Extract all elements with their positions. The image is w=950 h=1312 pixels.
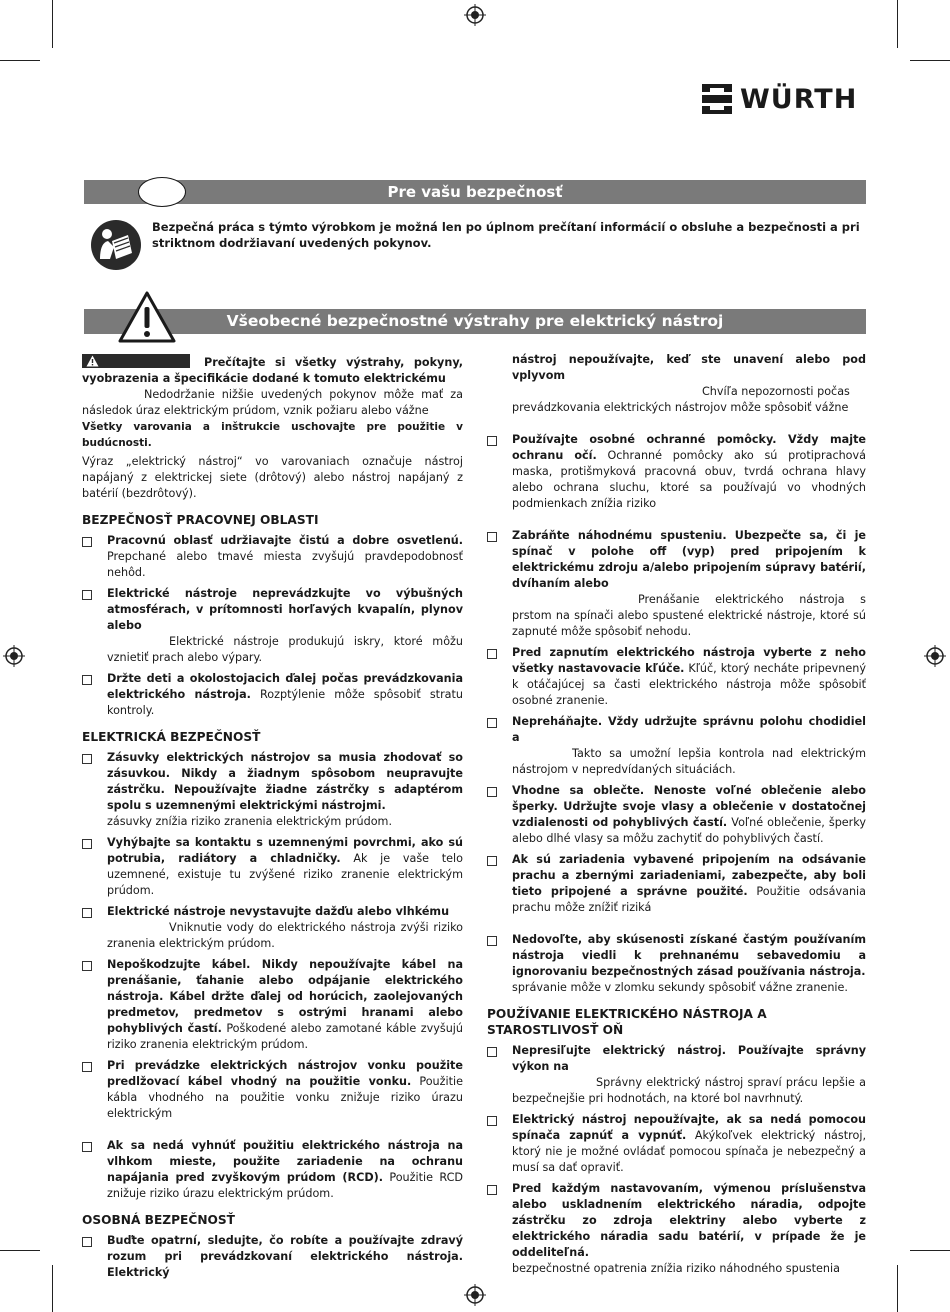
item-text: Použitie odsávania prachu môže znížiť riziká — [512, 885, 867, 914]
spacer — [487, 416, 866, 427]
warning-triangle-icon — [117, 290, 177, 344]
checkbox-icon — [487, 649, 497, 659]
item-text: Akýkoľvek elektrický nástroj, ktorý nie je možné ovládať pomocou spínača je nebezpečný a musí sa dať opraviť. — [512, 1129, 866, 1174]
checkbox-icon — [82, 537, 92, 547]
item-text: bezpečnostné opatrenia znížia riziko náhodného spustenia — [512, 1262, 840, 1275]
item-text: Voľné oblečenie, šperky alebo dlhé vlasy sa môžu zachytiť do pohyblivých častí. — [512, 816, 866, 845]
intro-text: Bezpečná práca s týmto výrobkom je možná len po úplnom prečítaní informácií o obsluhe a bezpečnosti a pri striktnom dodržiavaní uvedených pokynov. — [152, 220, 860, 250]
list-item — [82, 1058, 463, 1122]
list-item — [82, 586, 463, 666]
list-item-continued — [487, 352, 866, 416]
crop-mark — [897, 1265, 898, 1312]
warning-label — [82, 354, 190, 368]
checkbox-icon — [82, 1062, 92, 1072]
checkbox-icon — [487, 1047, 497, 1057]
item-text: zásuvky znížia riziko zranenia elektrickým prúdom. — [107, 815, 393, 828]
list-item — [487, 528, 866, 640]
list-item — [487, 1181, 866, 1277]
read-manual-icon — [90, 219, 142, 271]
item-text: Ochranné pomôcky ako sú protiprachová maska, protišmyková pracovná obuv, tvrdá ochrana hlavy alebo ochrana sluchu, ktoré sa používajú vo vhodných podmienkach znížia riziko — [512, 449, 867, 510]
crop-mark — [897, 0, 898, 48]
item-bold: Nedovoľte, aby skúsenosti získané častým používaním nástroja viedli k prehnanému sebavedomiu a ignorovaniu bezpečnostných zásad používania nástroja. — [512, 933, 866, 978]
checkbox-icon — [487, 532, 497, 542]
list-item — [82, 904, 463, 952]
heading-electrical: ELEKTRICKÁ BEZPEČNOSŤ — [82, 730, 261, 744]
crop-mark — [910, 60, 950, 61]
spacer — [487, 916, 866, 927]
item-text: Kľúč, ktorý necháte pripevnený k otáčajúcej sa časti elektrického nástroja môže spôsobiť osobné zranenie. — [512, 662, 866, 707]
logo-text: WÜRTH — [740, 84, 858, 115]
item-text: Prepchané alebo tmavé miesta zvyšujú pravdepodobnosť nehôd. — [107, 550, 463, 579]
definition-text: Výraz „elektrický nástroj“ vo varovaniach označuje nástroj napájaný z elektrickej siete (drôtový) alebo nástroj napájaný z batérií (bezdrôtový). — [82, 455, 463, 500]
right-column — [487, 352, 866, 1277]
registration-mark-icon — [924, 645, 946, 667]
item-bold: Buďte opatrní, sledujte, čo robíte a používajte zdravý rozum pri prevádzkovaní elektrického nástroja. Elektrický — [107, 1234, 463, 1279]
item-bold: Nepoškodzujte kábel. Nikdy nepoužívajte kábel na prenášanie, ťahanie alebo odpájanie elektrického nástroja. Kábel držte ďalej od horúcich, zaolejovaných predmetov, predmetov s ostrými hranami alebo pohyblivých častí. — [107, 958, 463, 1035]
checkbox-icon — [487, 856, 497, 866]
item-bold: nástroj nepoužívajte, keď ste unavení alebo pod vplyvom — [512, 353, 866, 382]
item-bold: Nepresiľujte elektrický nástroj. Používajte správny výkon na — [512, 1044, 866, 1073]
left-column — [82, 354, 463, 1281]
heading-personal: OSOBNÁ BEZPEČNOSŤ — [82, 1213, 235, 1227]
section-title: Všeobecné bezpečnostné výstrahy pre elektrický nástroj — [226, 312, 724, 330]
spacer — [487, 512, 866, 523]
crop-mark — [910, 1250, 950, 1251]
checkbox-icon — [487, 1116, 497, 1126]
warning-paragraph — [82, 354, 463, 419]
checkbox-icon — [82, 908, 92, 918]
item-text: Ak je vaše telo uzemnené, existuje tu zvýšené riziko zranenie elektrickým prúdom. — [107, 852, 464, 897]
checkbox-icon — [82, 590, 92, 600]
item-bold: Pred zapnutím elektrického nástroja vyberte z neho všetky nastavovacie kľúče. — [512, 646, 866, 675]
item-text: Použitie kábla vhodného na použitie vonku znižuje riziko úrazu elektrickým — [107, 1075, 464, 1120]
section-header — [84, 180, 866, 204]
list-item — [487, 852, 866, 916]
item-bold: Používajte osobné ochranné pomôcky. Vždy majte ochranu očí. — [512, 433, 866, 462]
item-text: prevádzkovania elektrických nástrojov môže spôsobiť vážne — [512, 401, 849, 414]
list-item — [82, 750, 463, 830]
registration-mark-icon — [464, 4, 486, 26]
list-item — [82, 671, 463, 719]
item-text: správanie môže v zlomku sekundy spôsobiť vážne zranenie. — [512, 981, 848, 994]
item-bold: Držte deti a okolostojacich ďalej počas prevádzkovania elektrického nástroja. — [107, 672, 463, 701]
crop-mark — [52, 0, 53, 48]
list-item — [487, 1043, 866, 1107]
item-bold: Zabráňte náhodnému spusteniu. Ubezpečte sa, či je spínač v polohe off (vyp) pred pripojením k elektrickému zdroju a/alebo pripojením súpravy batérií, dvíhaním alebo — [512, 529, 866, 590]
registration-mark-icon — [3, 645, 25, 667]
section-header — [84, 309, 866, 334]
keep-instructions-note: Všetky varovania a inštrukcie uschovajte pre použitie v budúcnosti. — [82, 421, 463, 449]
list-item — [487, 645, 866, 709]
item-bold: Pracovnú oblasť udržiavajte čistú a dobre osvetlenú. — [107, 534, 463, 547]
list-item — [82, 1138, 463, 1202]
checkbox-icon — [82, 754, 92, 764]
wurth-emblem-icon — [700, 82, 734, 116]
checkbox-icon — [487, 936, 497, 946]
warning-rest: Nedodržanie nižšie uvedených pokynov môže mať za následok úraz elektrickým prúdom, vznik požiaru alebo vážne — [82, 388, 463, 417]
item-bold: Vyhýbajte sa kontaktu s uzemnenými povrchmi, ako sú potrubia, radiátory a chladničky. — [107, 836, 463, 865]
item-text: Správny elektrický nástroj spraví prácu lepšie a — [596, 1076, 866, 1089]
item-bold: Ak sa nedá vyhnúť použitiu elektrického nástroja na vlhkom mieste, použite zariadenie na ochranu napájania pred zvyškovým prúdom (RCD). — [107, 1139, 463, 1184]
checkbox-icon — [82, 1237, 92, 1247]
spacer — [82, 1122, 463, 1133]
list-item — [487, 932, 866, 996]
list-item — [487, 1112, 866, 1176]
list-item — [487, 714, 866, 778]
brand-logo — [700, 80, 868, 120]
item-bold: Elektrické nástroje nevystavujte dažďu alebo vlhkému — [107, 905, 450, 918]
header-oval — [138, 177, 186, 207]
item-text: zranenia elektrickým prúdom. — [107, 937, 275, 950]
item-text: Rozptýlenie môže spôsobiť stratu kontroly. — [107, 688, 464, 717]
crop-mark — [52, 1265, 53, 1312]
checkbox-icon — [82, 961, 92, 971]
checkbox-icon — [487, 787, 497, 797]
checkbox-icon — [487, 436, 497, 446]
heading-work-area: BEZPEČNOSŤ PRACOVNEJ OBLASTI — [82, 513, 319, 527]
item-bold: Elektrický nástroj nepoužívajte, ak sa nedá pomocou spínača zapnúť a vypnúť. — [512, 1113, 866, 1142]
item-text: Vniknutie vody do elektrického nástroja zvýši riziko — [169, 921, 463, 934]
registration-mark-icon — [464, 1284, 486, 1306]
list-item — [82, 1233, 463, 1281]
section-title: Pre vašu bezpečnosť — [387, 183, 563, 201]
item-bold: Nepreháňajte. Vždy udržujte správnu polohu chodidiel a — [512, 715, 866, 744]
checkbox-icon — [82, 1142, 92, 1152]
list-item — [82, 835, 463, 899]
item-text: prach alebo výpary. — [152, 651, 263, 664]
list-item — [487, 783, 866, 847]
item-text: Chvíľa nepozornosti počas — [702, 385, 850, 398]
item-bold: Pred každým nastavovaním, výmenou príslušenstva alebo uskladnením elektrického náradia, odpojte zástrčku zo zdroja elektriny alebo vyberte z elektrického náradia sadu batérií, v prípade že je oddeliteľná. — [512, 1182, 866, 1259]
item-bold: Ak sú zariadenia vybavené pripojením na odsávanie prachu a zbernými zariadeniami, zabezpečte, aby boli tieto pripojené a správne použité. — [512, 853, 866, 898]
heading-tool-use: POUŽÍVANIE ELEKTRICKÉHO NÁSTROJA A STAROSTLIVOSŤ OŇ — [487, 1007, 767, 1037]
list-item — [82, 957, 463, 1053]
crop-mark — [0, 1250, 40, 1251]
checkbox-icon — [82, 675, 92, 685]
item-text: bezpečnejšie pri hodnotách, na ktoré bol navrhnutý. — [512, 1092, 804, 1105]
item-text: Elektrické nástroje produkujú iskry, ktoré môžu vznietiť — [107, 635, 463, 664]
item-text: Prenášanie elektrického nástroja s prstom — [512, 593, 866, 622]
crop-mark — [0, 60, 40, 61]
item-bold: Vhodne sa oblečte. Nenoste voľné oblečenie alebo šperky. Udržujte svoje vlasy a oblečenie v dostatočnej vzdialenosti od pohyblivých častí. — [512, 784, 866, 829]
warning-bold: Prečítajte si všetky výstrahy, pokyny, vyobrazenia a špecifikácie dodané k tomuto elektrickému — [82, 356, 463, 385]
list-item — [82, 533, 463, 581]
item-text: na spínači alebo spustené elektrické nástroje, ktoré sú zapnuté môže spôsobiť nehodu. — [512, 609, 866, 638]
checkbox-icon — [82, 839, 92, 849]
item-bold: Pri prevádzke elektrických nástrojov vonku použite predlžovací kábel vhodný na použitie vonku. — [107, 1059, 463, 1088]
checkbox-icon — [487, 718, 497, 728]
item-text: nástrojom v nepredvídaných situáciách. — [512, 763, 736, 776]
checkbox-icon — [487, 1185, 497, 1195]
item-text: Použitie RCD znižuje riziko úrazu elektrickým prúdom. — [107, 1171, 464, 1200]
warning-icon — [86, 355, 99, 367]
list-item — [487, 432, 866, 512]
item-bold: Zásuvky elektrických nástrojov sa musia zhodovať so zásuvkou. Nikdy a žiadnym spôsobom neupravujte zástrčku. Nepoužívajte žiadne zástrčky s adaptérom spolu s uzemnenými elektrickými nástrojmi. — [107, 751, 463, 812]
item-text: Takto sa umožní lepšia kontrola nad elektrickým — [572, 747, 866, 760]
item-bold: Elektrické nástroje neprevádzkujte vo výbušných atmosférach, v prítomnosti horľavých kvapalín, plynov alebo — [107, 587, 463, 632]
item-text: Poškodené alebo zamotané káble zvyšujú riziko zranenia elektrickým prúdom. — [107, 1022, 463, 1051]
